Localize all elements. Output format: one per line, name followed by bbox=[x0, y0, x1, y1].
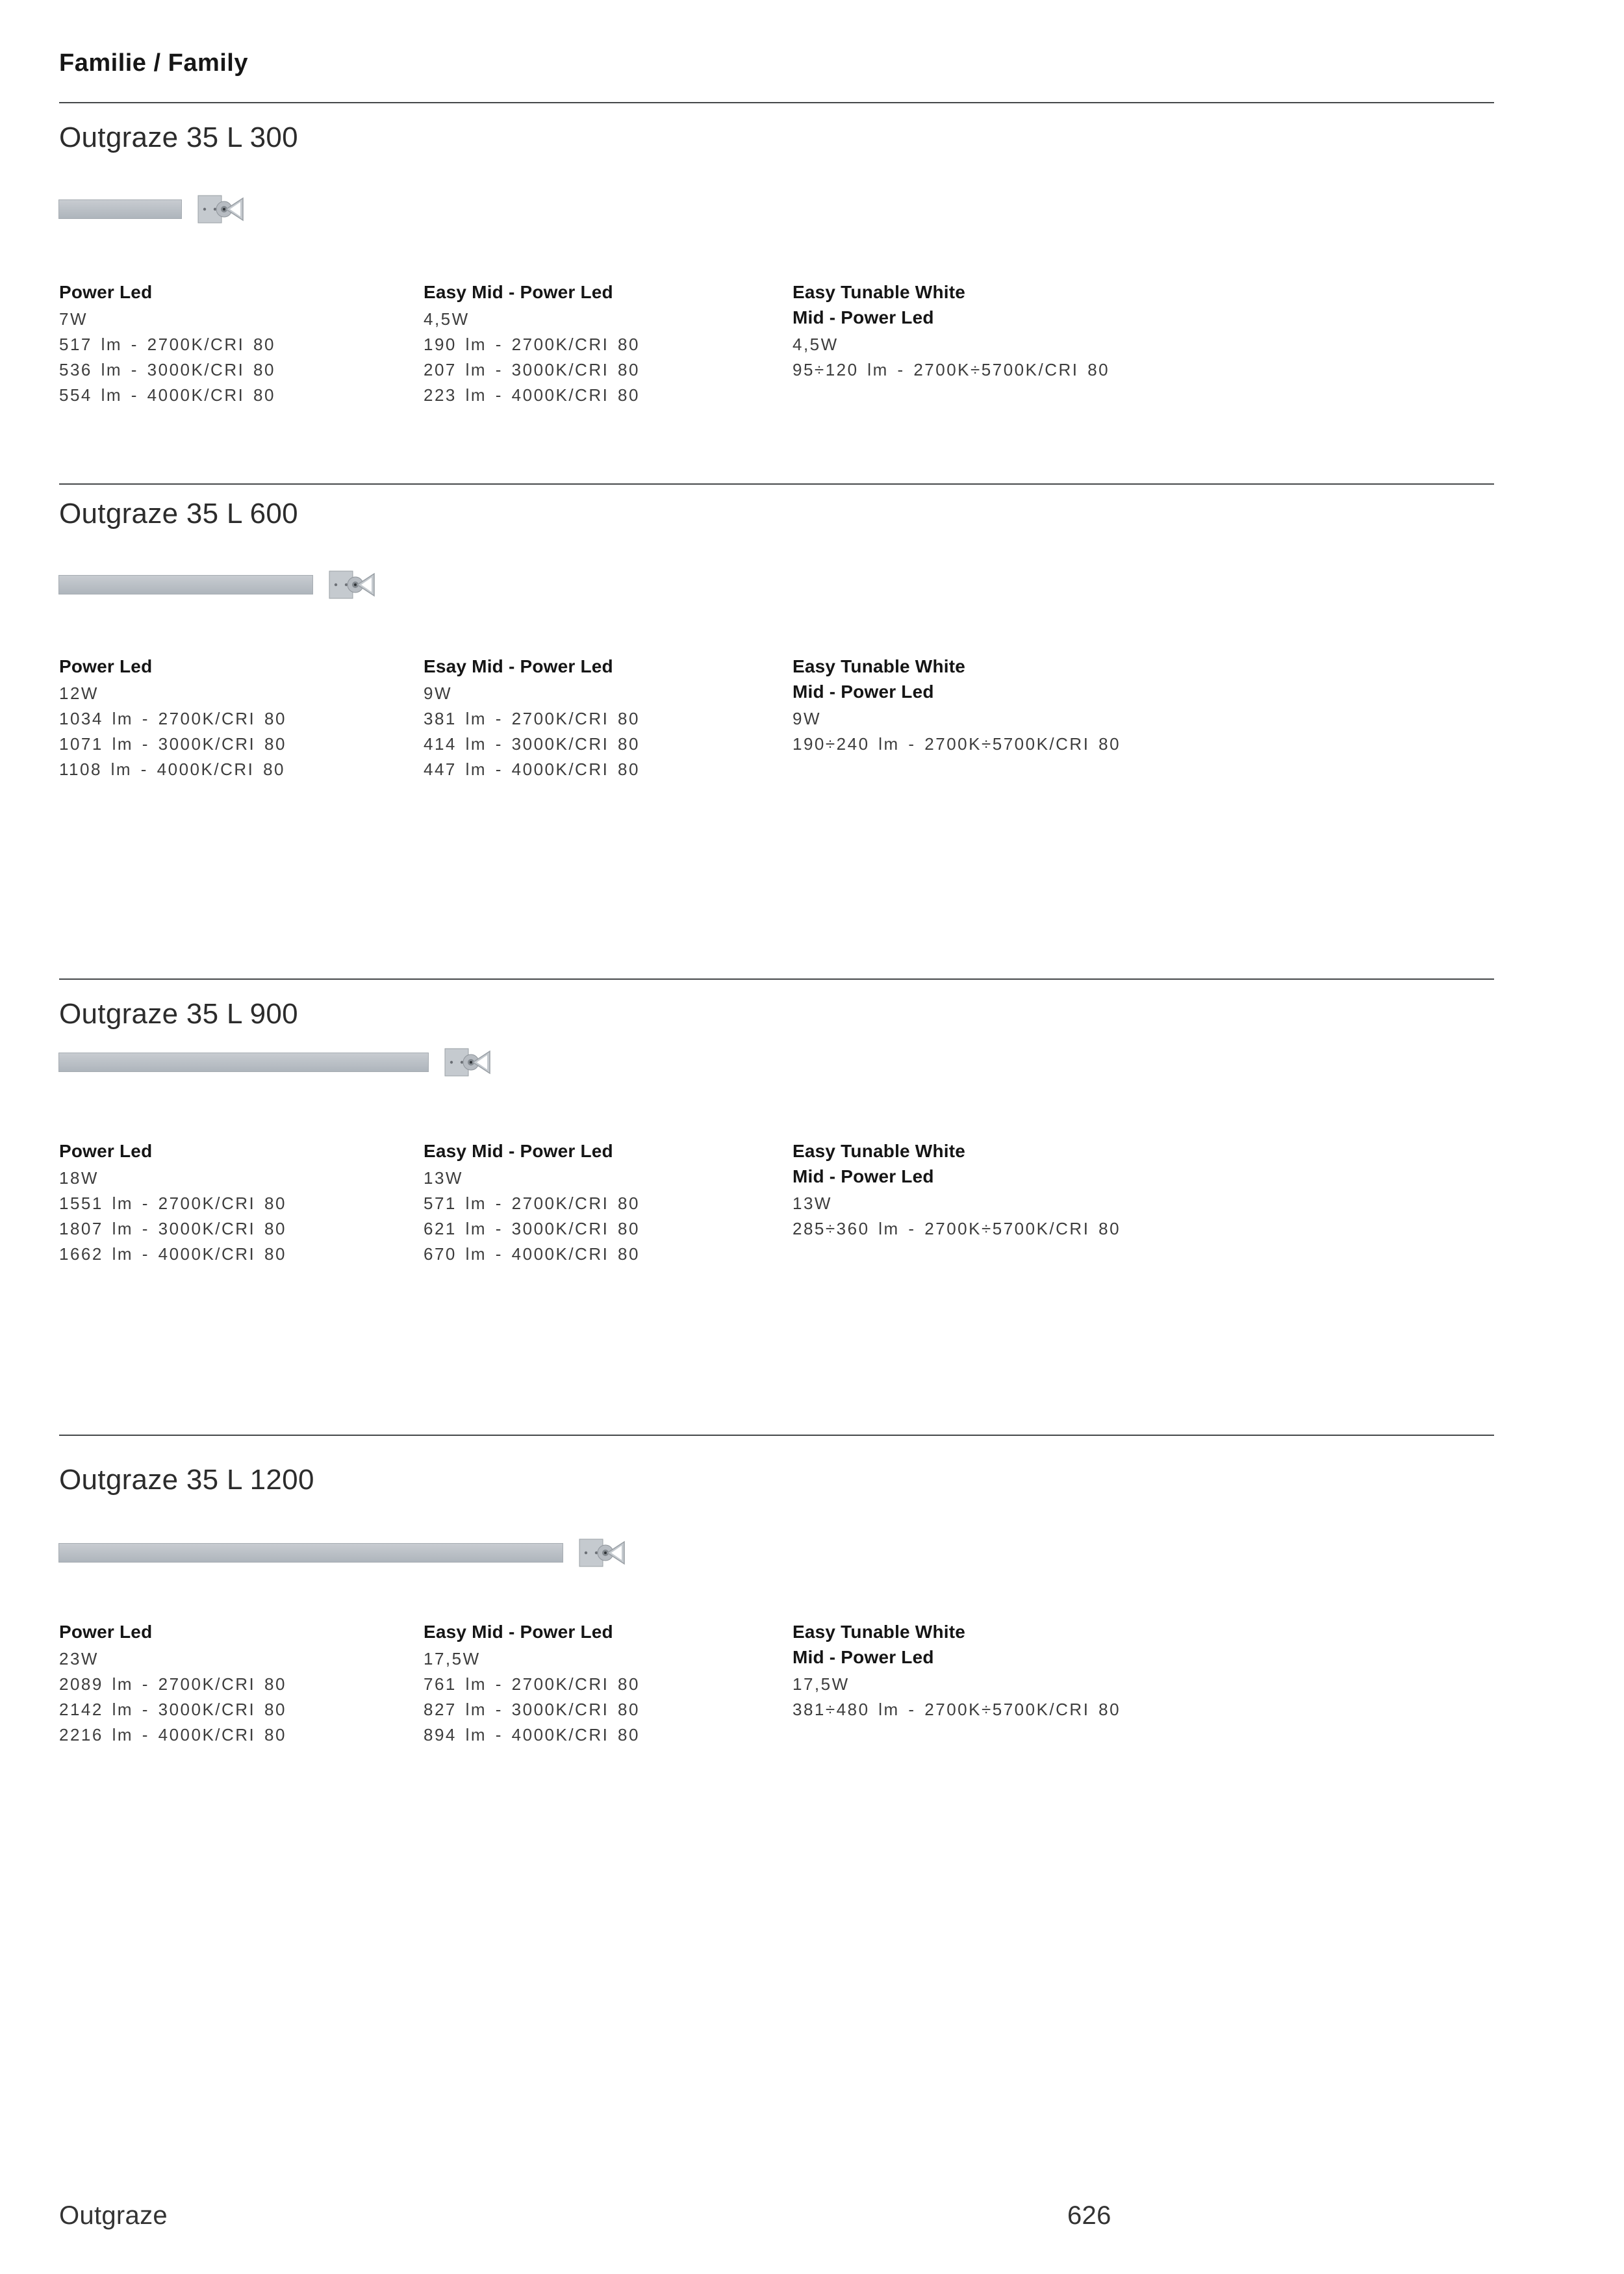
spec-value: 554 lm - 4000K/CRI 80 bbox=[59, 385, 275, 405]
spec-column-tunable-white bbox=[793, 279, 1110, 408]
spec-column-power-led bbox=[59, 1619, 424, 1748]
mounting-bracket-icon bbox=[197, 194, 246, 225]
spec-column-easy-mid bbox=[424, 1138, 793, 1267]
spec-value: 1034 lm - 2700K/CRI 80 bbox=[59, 709, 286, 728]
spec-value: 223 lm - 4000K/CRI 80 bbox=[424, 385, 640, 405]
divider bbox=[59, 102, 1494, 103]
spec-column-tunable-white bbox=[793, 1138, 1121, 1267]
spec-value: 571 lm - 2700K/CRI 80 bbox=[424, 1194, 640, 1213]
mounting-tab bbox=[277, 571, 305, 598]
mounting-tab bbox=[68, 1049, 95, 1076]
spec-table bbox=[59, 1138, 1121, 1267]
spec-value: 2089 lm - 2700K/CRI 80 bbox=[59, 1674, 286, 1694]
spec-value: 4,5W bbox=[793, 335, 839, 354]
footer-product-name: Outgraze bbox=[59, 2201, 168, 2230]
product-drawing bbox=[58, 194, 246, 225]
luminaire-bar bbox=[58, 1543, 563, 1563]
spec-value: 190÷240 lm - 2700K÷5700K/CRI 80 bbox=[793, 734, 1121, 754]
spec-header: Power Led bbox=[59, 282, 153, 302]
spec-value: 4,5W bbox=[424, 309, 470, 329]
spec-value: 7W bbox=[59, 309, 88, 329]
spec-column-power-led bbox=[59, 279, 424, 408]
spec-value: 536 lm - 3000K/CRI 80 bbox=[59, 360, 275, 379]
spec-value: 827 lm - 3000K/CRI 80 bbox=[424, 1700, 640, 1719]
spec-value: 12W bbox=[59, 683, 99, 703]
spec-value: 18W bbox=[59, 1168, 99, 1188]
page-title: Familie / Family bbox=[59, 49, 248, 77]
mounting-tab bbox=[68, 571, 95, 598]
section-title: Outgraze 35 L 1200 bbox=[59, 1464, 314, 1496]
spec-column-tunable-white bbox=[793, 1619, 1121, 1748]
section-title: Outgraze 35 L 900 bbox=[59, 998, 298, 1030]
spec-value: 1807 lm - 3000K/CRI 80 bbox=[59, 1219, 286, 1238]
spec-header: Mid - Power Led bbox=[793, 1166, 934, 1186]
spec-header: Easy Tunable White bbox=[793, 656, 966, 676]
mounting-tab bbox=[393, 1049, 420, 1076]
spec-column-easy-mid bbox=[424, 654, 793, 782]
spec-value: 23W bbox=[59, 1649, 99, 1668]
spec-header: Easy Mid - Power Led bbox=[424, 1622, 613, 1642]
spec-value: 414 lm - 3000K/CRI 80 bbox=[424, 734, 640, 754]
spec-header: Easy Tunable White bbox=[793, 282, 966, 302]
divider bbox=[59, 978, 1494, 980]
spec-header: Easy Mid - Power Led bbox=[424, 1141, 613, 1161]
mounting-bracket-icon bbox=[579, 1537, 627, 1568]
divider bbox=[59, 1435, 1494, 1436]
spec-header: Easy Tunable White bbox=[793, 1141, 966, 1161]
mounting-tab bbox=[146, 196, 173, 223]
spec-column-tunable-white bbox=[793, 654, 1121, 782]
mounting-tab bbox=[68, 196, 95, 223]
luminaire-bar bbox=[58, 1053, 429, 1072]
spec-value: 2142 lm - 3000K/CRI 80 bbox=[59, 1700, 286, 1719]
section-title: Outgraze 35 L 600 bbox=[59, 498, 298, 530]
spec-value: 894 lm - 4000K/CRI 80 bbox=[424, 1725, 640, 1744]
spec-header: Easy Mid - Power Led bbox=[424, 282, 613, 302]
spec-value: 9W bbox=[793, 709, 821, 728]
spec-value: 17,5W bbox=[793, 1674, 850, 1694]
spec-value: 517 lm - 2700K/CRI 80 bbox=[59, 335, 275, 354]
spec-value: 381 lm - 2700K/CRI 80 bbox=[424, 709, 640, 728]
spec-value: 381÷480 lm - 2700K÷5700K/CRI 80 bbox=[793, 1700, 1121, 1719]
spec-value: 621 lm - 3000K/CRI 80 bbox=[424, 1219, 640, 1238]
footer-page-number: 626 bbox=[1067, 2201, 1111, 2230]
spec-value: 13W bbox=[793, 1194, 832, 1213]
spec-value: 1551 lm - 2700K/CRI 80 bbox=[59, 1194, 286, 1213]
spec-value: 670 lm - 4000K/CRI 80 bbox=[424, 1244, 640, 1264]
mounting-bracket-icon bbox=[444, 1047, 492, 1078]
spec-value: 1662 lm - 4000K/CRI 80 bbox=[59, 1244, 286, 1264]
spec-value: 207 lm - 3000K/CRI 80 bbox=[424, 360, 640, 379]
mounting-tab bbox=[527, 1539, 555, 1566]
divider bbox=[59, 483, 1494, 485]
spec-column-easy-mid bbox=[424, 1619, 793, 1748]
product-drawing bbox=[58, 1537, 627, 1568]
product-drawing bbox=[58, 1047, 492, 1078]
spec-value: 1108 lm - 4000K/CRI 80 bbox=[59, 760, 285, 779]
spec-table bbox=[59, 279, 1110, 408]
spec-column-power-led bbox=[59, 654, 424, 782]
spec-header: Power Led bbox=[59, 656, 153, 676]
mounting-tab bbox=[68, 1539, 95, 1566]
spec-header: Mid - Power Led bbox=[793, 307, 934, 327]
spec-value: 285÷360 lm - 2700K÷5700K/CRI 80 bbox=[793, 1219, 1121, 1238]
spec-value: 17,5W bbox=[424, 1649, 481, 1668]
spec-table bbox=[59, 1619, 1121, 1748]
spec-value: 9W bbox=[424, 683, 452, 703]
luminaire-bar bbox=[58, 575, 313, 594]
spec-value: 95÷120 lm - 2700K÷5700K/CRI 80 bbox=[793, 360, 1110, 379]
spec-header: Mid - Power Led bbox=[793, 1647, 934, 1667]
spec-header: Esay Mid - Power Led bbox=[424, 656, 613, 676]
spec-value: 2216 lm - 4000K/CRI 80 bbox=[59, 1725, 286, 1744]
spec-table bbox=[59, 654, 1121, 782]
spec-header: Power Led bbox=[59, 1141, 153, 1161]
spec-value: 447 lm - 4000K/CRI 80 bbox=[424, 760, 640, 779]
spec-value: 1071 lm - 3000K/CRI 80 bbox=[59, 734, 286, 754]
section-title: Outgraze 35 L 300 bbox=[59, 121, 298, 153]
spec-column-power-led bbox=[59, 1138, 424, 1267]
mounting-bracket-icon bbox=[329, 569, 377, 600]
spec-header: Mid - Power Led bbox=[793, 682, 934, 702]
spec-column-easy-mid bbox=[424, 279, 793, 408]
spec-value: 190 lm - 2700K/CRI 80 bbox=[424, 335, 640, 354]
spec-value: 13W bbox=[424, 1168, 463, 1188]
luminaire-bar bbox=[58, 199, 182, 219]
spec-header: Easy Tunable White bbox=[793, 1622, 966, 1642]
spec-value: 761 lm - 2700K/CRI 80 bbox=[424, 1674, 640, 1694]
product-drawing bbox=[58, 569, 377, 600]
spec-header: Power Led bbox=[59, 1622, 153, 1642]
